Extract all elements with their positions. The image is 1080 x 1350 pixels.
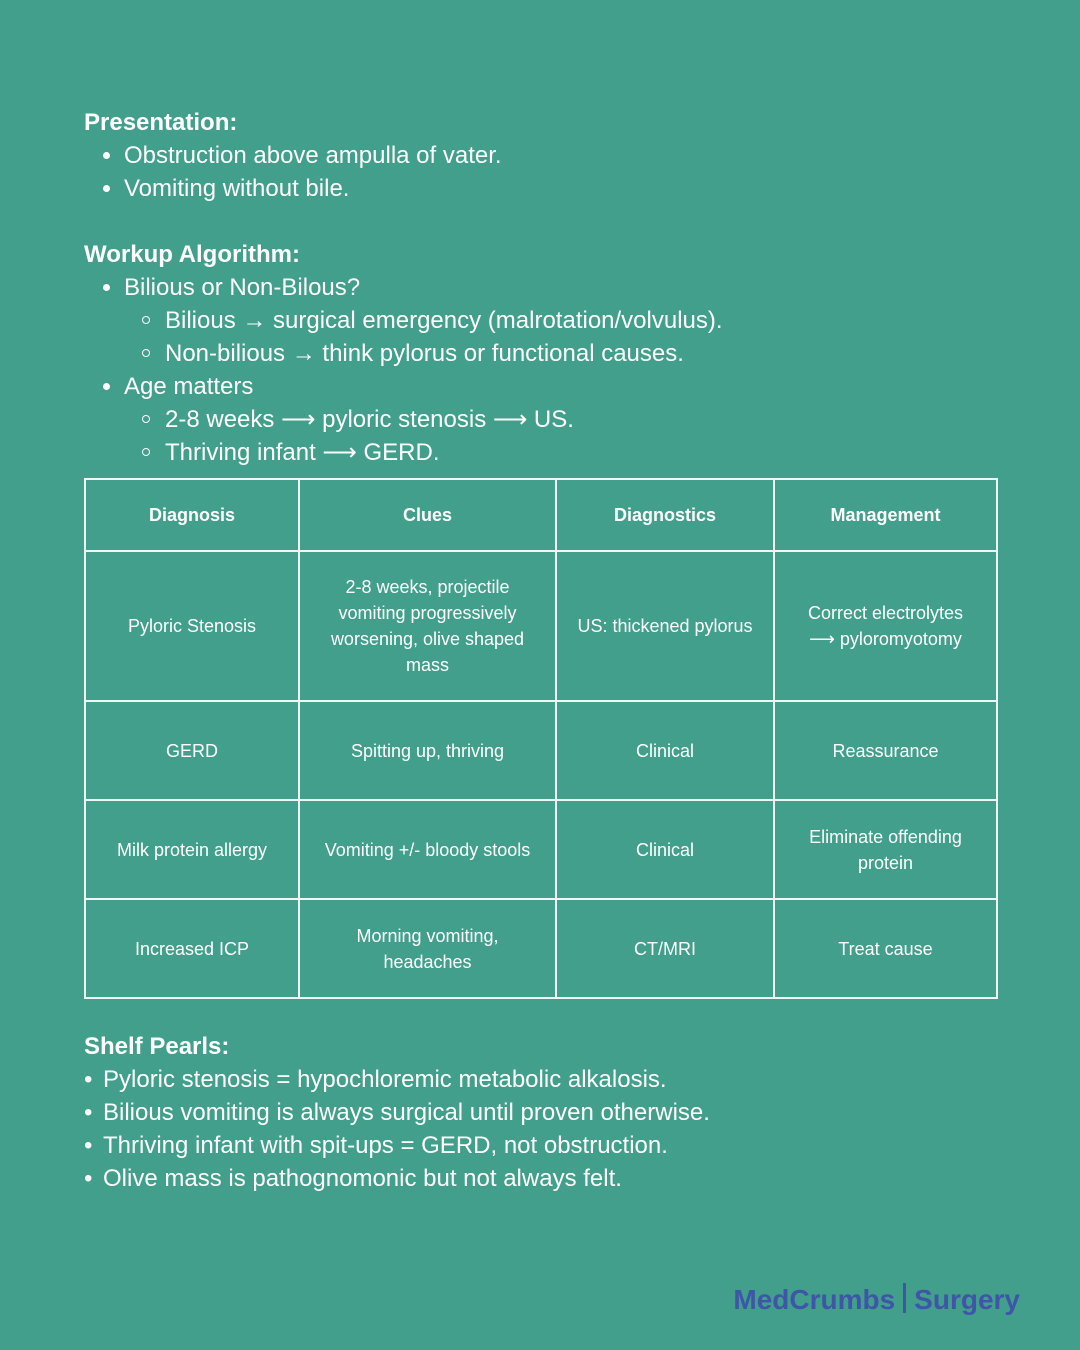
pearls-heading: Shelf Pearls: [84,1033,230,1060]
list-item-text: Vomiting without bile. [124,175,350,202]
list-item-text: Age matters [124,373,254,400]
cell-clues: Morning vomiting, headaches [299,899,556,998]
cell-diagnosis: Milk protein allergy [85,800,299,899]
sub-list-item: Bilious → surgical emergency (malrotation/volvulus). [124,304,1004,337]
cell-diagnosis: Increased ICP [85,899,299,998]
cell-diagnosis: Pyloric Stenosis [85,551,299,701]
pearls-list [84,1063,1004,1195]
list-item-text: Obstruction above ampulla of vater. [124,142,502,169]
list-item [84,1129,1004,1162]
sub-list-item: 2-8 weeks ⟶ pyloric stenosis ⟶ US. [124,403,1004,436]
list-item [84,271,1004,370]
brand-name: MedCrumbs [733,1284,896,1315]
sub-list [124,304,1004,370]
list-item [84,1162,1004,1195]
table-row [85,899,997,998]
brand-logo [733,1283,1020,1317]
bullet: • [84,1165,93,1192]
header-diagnosis: Diagnosis [85,479,299,551]
list-item [84,172,1004,205]
list-item-text: Thriving infant with spit-ups = GERD, not obstruction. [103,1132,668,1159]
sub-list [124,403,1004,469]
presentation-list [84,139,1004,205]
cell-management: Eliminate offending protein [774,800,997,899]
list-item [84,1096,1004,1129]
header-management: Management [774,479,997,551]
cell-management: Treat cause [774,899,997,998]
brand-section: Surgery [914,1284,1020,1315]
header-diagnostics: Diagnostics [556,479,774,551]
workup-heading: Workup Algorithm: [84,241,300,268]
header-clues: Clues [299,479,556,551]
workup-list [84,271,1004,469]
cell-diagnostics: US: thickened pylorus [556,551,774,701]
bullet: • [84,1066,93,1093]
list-item-text: Olive mass is pathognomonic but not always felt. [103,1165,622,1192]
diagnosis-table [84,478,998,999]
cell-management: Correct electrolytes ⟶ pyloromyotomy [774,551,997,701]
list-item [84,1063,1004,1096]
table-row [85,800,997,899]
list-item-text: Bilious vomiting is always surgical until proven otherwise. [103,1099,710,1126]
shelf-pearls [84,1030,1004,1195]
table-row [85,701,997,800]
table-header-row [85,479,997,551]
table-row [85,551,997,701]
cell-diagnostics: Clinical [556,701,774,800]
bullet: • [84,1099,93,1126]
cell-management: Reassurance [774,701,997,800]
list-item-text: Pyloric stenosis = hypochloremic metabolic alkalosis. [103,1066,667,1093]
notes-content [84,106,1004,469]
list-item [84,139,1004,172]
presentation-heading: Presentation: [84,109,238,136]
brand-divider [903,1283,906,1313]
spacer [84,205,1004,238]
cell-diagnosis: GERD [85,701,299,800]
sub-list-item: Thriving infant ⟶ GERD. [124,436,1004,469]
cell-diagnostics: CT/MRI [556,899,774,998]
list-item [84,370,1004,469]
cell-clues: 2-8 weeks, projectile vomiting progressively worsening, olive shaped mass [299,551,556,701]
cell-clues: Spitting up, thriving [299,701,556,800]
cell-diagnostics: Clinical [556,800,774,899]
sub-list-item: Non-bilious → think pylorus or functional causes. [124,337,1004,370]
list-item-text: Bilious or Non-Bilous? [124,274,361,301]
cell-clues: Vomiting +/- bloody stools [299,800,556,899]
bullet: • [84,1132,93,1159]
